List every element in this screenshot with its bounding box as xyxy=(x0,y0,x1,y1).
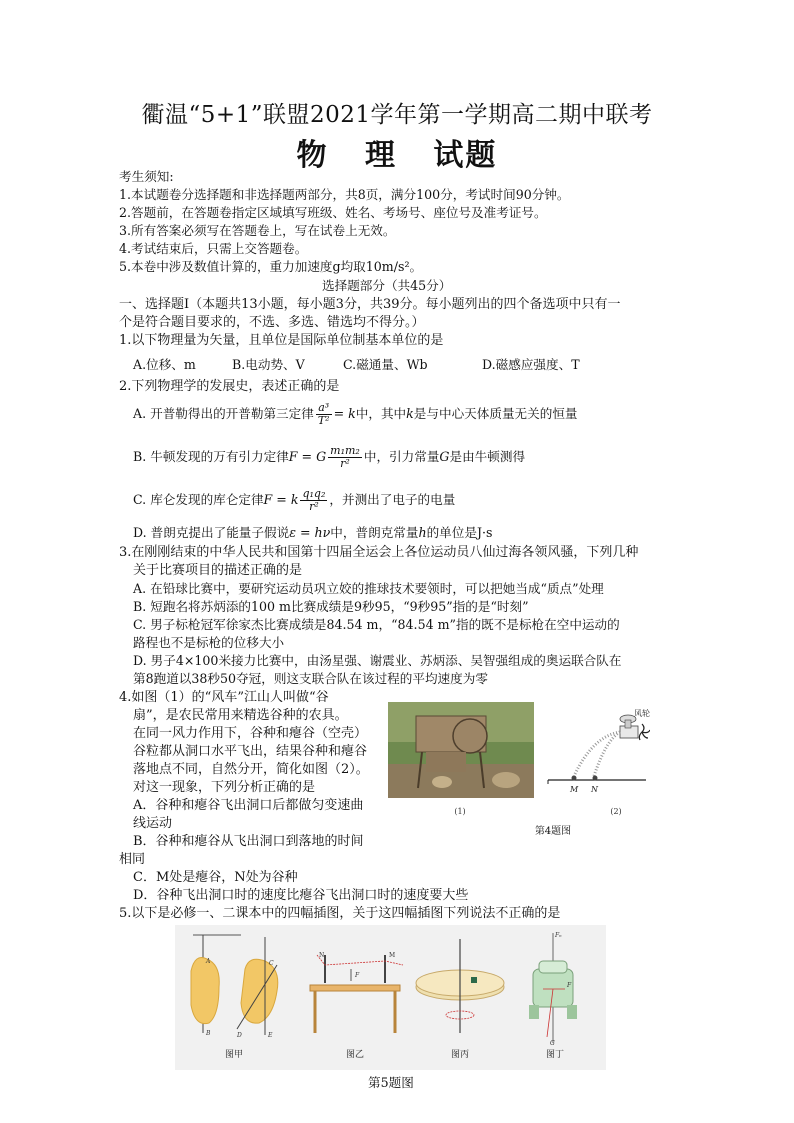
q2-b-text: 中，引力常量 xyxy=(363,449,440,464)
q4-option-b-cont: 相同 xyxy=(119,852,146,867)
q2-a-symbol: k xyxy=(406,406,414,421)
q2-b-text: B. 牛顿发现的万有引力定律 xyxy=(133,449,289,464)
question-4-line: 谷粒都从洞口水平飞出，结果谷种和瘪谷 xyxy=(133,744,368,759)
q2-d-equation: ε = hν xyxy=(289,525,331,540)
question-4-line: 对这一现象，下列分析正确的是 xyxy=(133,780,316,795)
panel-label-jia: 图甲 xyxy=(224,1050,244,1060)
fig5-label-m: M xyxy=(389,952,396,959)
fig4-sub1-label: (1) xyxy=(454,807,466,816)
q2-d-text: D. 普朗克提出了能量子假说 xyxy=(133,525,290,540)
question-5-stem: 5.以下是必修一、二课本中的四幅插图，关于这四幅插图下列说法不正确的是 xyxy=(119,906,561,921)
q4-option-b: B．谷种和瘪谷从飞出洞口到落地的时间 xyxy=(133,834,364,849)
figure-4 xyxy=(388,702,650,842)
q2-d-text: 的单位是J·s xyxy=(426,525,493,540)
q2-a-text: A. 开普勒得出的开普勒第三定律 xyxy=(133,406,314,421)
q2-d-text: 中，普朗克常量 xyxy=(330,525,419,540)
kepler-fraction xyxy=(316,402,332,427)
winnower-schematic xyxy=(548,715,650,784)
q4-option-d: D．谷种飞出洞口时的速度比瘪谷飞出洞口时的速度要大些 xyxy=(133,888,469,903)
fig5-label-c: C xyxy=(269,960,274,967)
q3-option-d: D. 男子4×100米接力比赛中，由汤星强、谢震业、苏炳添、吴智强组成的奥运联合队在 xyxy=(133,653,622,668)
fig5-label-d: D xyxy=(237,1032,242,1039)
fig5-label-g: G xyxy=(550,1040,555,1047)
fraction-numerator: a³ xyxy=(316,402,332,415)
q2-b-text: 是由牛顿测得 xyxy=(449,449,526,464)
q1-option-d: D.磁感应强度、T xyxy=(482,357,580,372)
q2-option-d xyxy=(133,524,492,541)
q1-option-c: C.磁通量、Wb xyxy=(343,357,428,372)
fig5-label-a: A xyxy=(206,958,211,965)
fig5-label-f: F xyxy=(355,972,360,979)
question-2-stem: 2.下列物理学的发展史，表述正确的是 xyxy=(119,379,340,394)
question-3-stem: 关于比赛项目的描述正确的是 xyxy=(133,563,303,578)
q3-option-c: C. 男子标枪冠军徐家杰比赛成绩是84.54 m，“84.54 m”指的既不是标枪在空中运动的 xyxy=(133,617,620,632)
q2-option-b xyxy=(133,445,525,470)
q2-option-c xyxy=(133,488,455,513)
q3-option-c-cont: 路程也不是标枪的位移大小 xyxy=(133,635,285,650)
fraction-denominator: T² xyxy=(317,414,330,427)
q2-c-equation: F = k xyxy=(263,492,299,507)
fig5-caption: 第5题图 xyxy=(368,1075,414,1090)
notice-item: 3.所有答案必须写在答题卷上，写在试卷上无效。 xyxy=(119,223,396,238)
fig4-sub2-label: (2) xyxy=(610,807,622,816)
fraction-denominator: r² xyxy=(309,500,319,513)
fig4-n-label: N xyxy=(591,785,598,794)
fig4-caption: 第4题图 xyxy=(534,826,572,837)
fig4-wheel-label: 风轮 xyxy=(634,709,650,718)
q2-b-symbol: G xyxy=(439,449,450,464)
fraction-numerator: m₁m₂ xyxy=(330,444,360,457)
fig5-label-b: B xyxy=(206,1030,211,1037)
question-4-line: 扇”，是农民常用来精选谷种的农具。 xyxy=(133,708,348,723)
q1-option-b: B.电动势、V xyxy=(232,357,305,372)
panel-label-yi: 图乙 xyxy=(345,1050,365,1060)
exam-subject-title: 物 理 试题 xyxy=(296,138,498,173)
question-4-line: 在同一风力作用下，谷种和瘪谷（空壳） xyxy=(133,726,368,741)
q1-option-a: A.位移、m xyxy=(133,357,196,372)
question-1-stem: 1.以下物理量为矢量，且单位是国际单位制基本单位的是 xyxy=(119,333,444,348)
part-instructions: 个是符合题目要求的，不选、多选、错选均不得分。） xyxy=(119,315,425,330)
q3-option-b: B. 短跑名将苏炳添的100 m比赛成绩是9秒95，“9秒95”指的是“时刻” xyxy=(133,599,529,614)
q2-d-symbol: h xyxy=(418,525,427,540)
notice-item: 5.本卷中涉及数值计算的，重力加速度g均取10m/s²。 xyxy=(119,259,423,274)
fraction-denominator: r² xyxy=(340,457,350,470)
q2-c-text: C. 库仑发现的库仑定律 xyxy=(133,492,264,507)
question-4-line: 4.如图（1）的“风车”江山人叫做“谷 xyxy=(119,690,329,705)
fig5-label-fp: F xyxy=(567,982,572,989)
q4-option-a: A．谷种和瘪谷飞出洞口后都做匀变速曲 xyxy=(133,798,364,813)
fig4-m-label: M xyxy=(570,785,579,794)
gravitation-fraction xyxy=(328,445,362,470)
q2-option-a xyxy=(133,402,578,427)
coulomb-fraction xyxy=(300,488,327,513)
fig5-label-fn: Fₙ xyxy=(555,932,562,939)
notice-heading: 考生须知: xyxy=(119,169,174,184)
notice-item: 4.考试结束后，只需上交答题卷。 xyxy=(119,241,308,256)
winnower-photo xyxy=(388,702,534,798)
q4-option-a-cont: 线运动 xyxy=(133,816,173,831)
notice-item: 2.答题前，在答题卷指定区域填写班级、姓名、考场号、座位号及准考证号。 xyxy=(119,205,547,220)
question-4-line: 落地点不同，自然分开，简化如图（2）。 xyxy=(133,762,369,777)
fraction-numerator: q₁q₂ xyxy=(302,487,326,500)
q2-a-text: 是与中心天体质量无关的恒量 xyxy=(413,406,578,421)
q3-option-d-cont: 第8跑道以38秒50夺冠，则这支联合队在该过程的平均速度为零 xyxy=(133,671,488,686)
exam-title: 衢温“5+1”联盟2021学年第一学期高二期中联考 xyxy=(141,102,653,128)
fan-icon xyxy=(639,724,650,740)
notice-item: 1.本试题卷分选择题和非选择题两部分，共8页，满分100分，考试时间90分钟。 xyxy=(119,187,570,202)
part-instructions: 一、选择题Ⅰ（本题共13小题，每小题3分，共39分。每小题列出的四个备选项中只有一 xyxy=(119,297,621,312)
section-heading: 选择题部分（共45分） xyxy=(322,278,452,293)
q2-b-equation: F = G xyxy=(288,449,327,464)
figure-5 xyxy=(175,925,606,1070)
question-3-stem: 3.在刚刚结束的中华人民共和国第十四届全运会上各位运动员八仙过海各领风骚，下列几种 xyxy=(119,545,639,560)
q3-option-a: A. 在铅球比赛中，要研究运动员巩立姣的推球技术要领时，可以把她当成“质点”处理 xyxy=(133,581,604,596)
fig5-label-e: E xyxy=(268,1032,273,1039)
q2-a-equation: = k xyxy=(333,406,356,421)
fig5-label-n: N xyxy=(319,952,325,959)
q2-c-text: ，并测出了电子的电量 xyxy=(329,492,456,507)
q4-option-c: C．M处是瘪谷，N处为谷种 xyxy=(133,870,298,885)
panel-label-bing: 图丙 xyxy=(450,1050,470,1060)
panel-label-ding: 图丁 xyxy=(545,1050,565,1060)
q2-a-text: 中，其中 xyxy=(355,406,407,421)
